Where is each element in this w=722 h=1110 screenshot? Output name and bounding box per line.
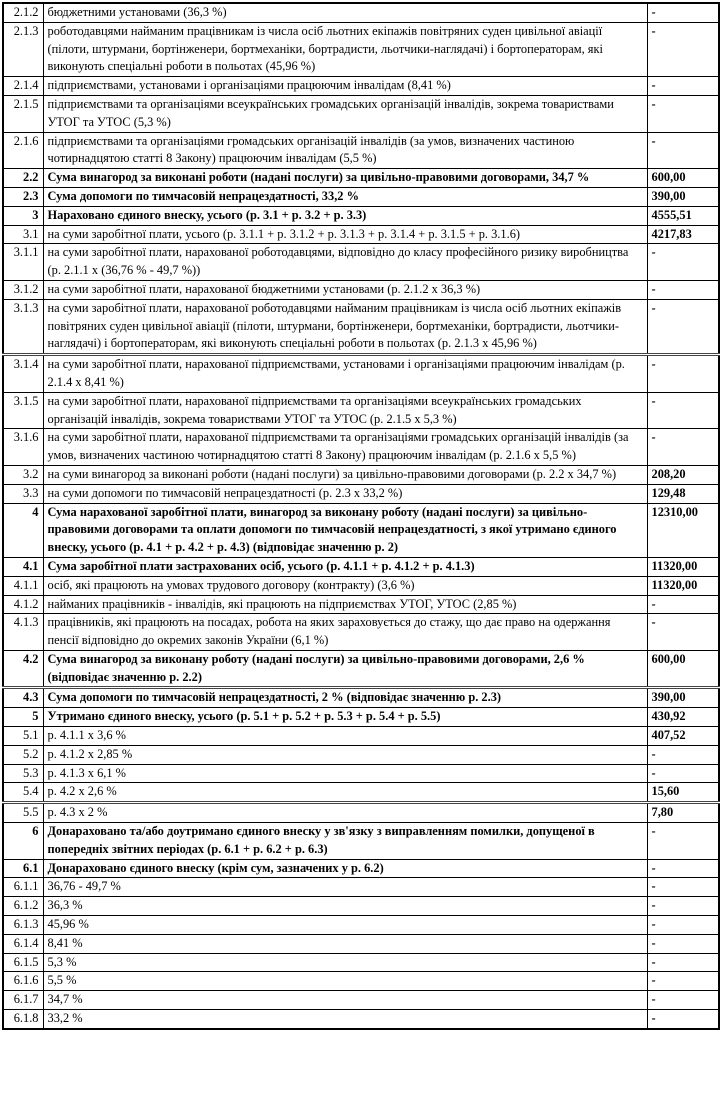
row-value: - bbox=[647, 934, 719, 953]
row-value: 600,00 bbox=[647, 169, 719, 188]
row-value: 600,00 bbox=[647, 650, 719, 688]
row-description: 34,7 % bbox=[43, 991, 647, 1010]
row-description: на суми заробітної плати, нарахованої підприємствами, установами і організаціями працюючим інвалідам (р. 2.1.4 х 8,41 %) bbox=[43, 355, 647, 393]
table-row bbox=[3, 953, 719, 972]
row-value: - bbox=[647, 745, 719, 764]
row-description: Донараховано єдиного внеску (крім сум, зазначених у р. 6.2) bbox=[43, 859, 647, 878]
row-value: - bbox=[647, 299, 719, 354]
row-code: 6.1.7 bbox=[3, 991, 43, 1010]
row-description: на суми заробітної плати, усього (р. 3.1.1 + р. 3.1.2 + р. 3.1.3 + р. 3.1.4 + р. 3.1.5 + р. 3.1.6) bbox=[43, 225, 647, 244]
row-value: 407,52 bbox=[647, 727, 719, 746]
row-description: найманих працівників - інвалідів, які працюють на підприємствах УТОГ, УТОС (2,85 %) bbox=[43, 595, 647, 614]
row-code: 6 bbox=[3, 823, 43, 860]
table-row bbox=[3, 897, 719, 916]
row-code: 3.1 bbox=[3, 225, 43, 244]
row-description: Утримано єдиного внеску, усього (р. 5.1 + р. 5.2 + р. 5.3 + р. 5.4 + р. 5.5) bbox=[43, 708, 647, 727]
row-code: 5.4 bbox=[3, 783, 43, 803]
row-code: 6.1.8 bbox=[3, 1010, 43, 1029]
row-code: 3.1.5 bbox=[3, 392, 43, 429]
row-code: 3.3 bbox=[3, 484, 43, 503]
table-row bbox=[3, 355, 719, 393]
row-code: 6.1.4 bbox=[3, 934, 43, 953]
row-value: 11320,00 bbox=[647, 557, 719, 576]
table-row bbox=[3, 77, 719, 96]
row-value: - bbox=[647, 614, 719, 651]
row-description: підприємствами, установами і організаціями працюючим інвалідам (8,41 %) bbox=[43, 77, 647, 96]
row-description: р. 4.1.2 х 2,85 % bbox=[43, 745, 647, 764]
table-row bbox=[3, 859, 719, 878]
row-description: на суми заробітної плати, нарахованої підприємствами та організаціями всеукраїнських громадських організацій інвалідів, зокрема товариствами УТОГ та УТОС (р. 2.1.5 х 5,3 %) bbox=[43, 392, 647, 429]
row-value: 390,00 bbox=[647, 688, 719, 708]
row-description: на суми заробітної плати, нарахованої бюджетними установами (р. 2.1.2 х 36,3 %) bbox=[43, 280, 647, 299]
contribution-report-table bbox=[2, 2, 720, 1030]
table-row bbox=[3, 299, 719, 354]
row-description: 5,3 % bbox=[43, 953, 647, 972]
table-row bbox=[3, 764, 719, 783]
row-code: 2.1.4 bbox=[3, 77, 43, 96]
row-description: 33,2 % bbox=[43, 1010, 647, 1029]
row-description: підприємствами та організаціями всеукраїнських громадських організацій інвалідів, зокрема товариствами УТОГ та УТОС (5,3 %) bbox=[43, 95, 647, 132]
table-row bbox=[3, 429, 719, 466]
table-row bbox=[3, 1010, 719, 1029]
row-value: 15,60 bbox=[647, 783, 719, 803]
row-value: - bbox=[647, 859, 719, 878]
row-description: бюджетними установами (36,3 %) bbox=[43, 3, 647, 22]
row-code: 4.1.3 bbox=[3, 614, 43, 651]
table-row bbox=[3, 783, 719, 803]
row-description: Донараховано та/або доутримано єдиного внеску у зв'язку з виправленням помилки, допущеної в попередніх звітних періодах (р. 6.1 + р. 6.2 + р. 6.3) bbox=[43, 823, 647, 860]
table-row bbox=[3, 22, 719, 76]
row-value: 129,48 bbox=[647, 484, 719, 503]
row-description: Сума допомоги по тимчасовій непрацездатності, 33,2 % bbox=[43, 187, 647, 206]
row-code: 5.1 bbox=[3, 727, 43, 746]
row-description: Сума винагород за виконану роботу (надані послуги) за цивільно-правовими договорами, 2,6 % (відповідає значенню р. 2.2) bbox=[43, 650, 647, 688]
row-value: - bbox=[647, 429, 719, 466]
row-value: - bbox=[647, 77, 719, 96]
row-description: 45,96 % bbox=[43, 916, 647, 935]
table-row bbox=[3, 972, 719, 991]
row-description: Сума допомоги по тимчасовій непрацездатності, 2 % (відповідає значенню р. 2.3) bbox=[43, 688, 647, 708]
row-value: - bbox=[647, 392, 719, 429]
row-description: на суми заробітної плати, нарахованої підприємствами та організаціями громадських організацій інвалідів (за умов, визначених частиною чотирнадцятою статті 8 Закону) працюючим інвалідам (р. 2.1.6 х 5,5 %) bbox=[43, 429, 647, 466]
row-code: 3.1.2 bbox=[3, 280, 43, 299]
table-row bbox=[3, 991, 719, 1010]
row-code: 2.2 bbox=[3, 169, 43, 188]
row-value: - bbox=[647, 355, 719, 393]
table-row bbox=[3, 727, 719, 746]
row-value: - bbox=[647, 878, 719, 897]
row-description: Сума заробітної плати застрахованих осіб, усього (р. 4.1.1 + р. 4.1.2 + р. 4.1.3) bbox=[43, 557, 647, 576]
row-description: осіб, які працюють на умовах трудового договору (контракту) (3,6 %) bbox=[43, 576, 647, 595]
row-value: - bbox=[647, 823, 719, 860]
row-code: 2.3 bbox=[3, 187, 43, 206]
row-value: 4555,51 bbox=[647, 206, 719, 225]
row-description: на суми допомоги по тимчасовій непрацездатності (р. 2.3 х 33,2 %) bbox=[43, 484, 647, 503]
table-row bbox=[3, 614, 719, 651]
row-description: Сума винагород за виконані роботи (надані послуги) за цивільно-правовими договорами, 34,7 % bbox=[43, 169, 647, 188]
table-row bbox=[3, 187, 719, 206]
table-row bbox=[3, 244, 719, 281]
row-description: на суми винагород за виконані роботи (надані послуги) за цивільно-правовими договорами (р. 2.2 х 34,7 %) bbox=[43, 465, 647, 484]
row-value: 7,80 bbox=[647, 803, 719, 823]
row-value: - bbox=[647, 991, 719, 1010]
row-description: 8,41 % bbox=[43, 934, 647, 953]
row-code: 3.1.1 bbox=[3, 244, 43, 281]
table-row bbox=[3, 934, 719, 953]
row-code: 3.1.6 bbox=[3, 429, 43, 466]
row-code: 6.1 bbox=[3, 859, 43, 878]
row-code: 3.1.3 bbox=[3, 299, 43, 354]
row-code: 6.1.2 bbox=[3, 897, 43, 916]
row-code: 2.1.5 bbox=[3, 95, 43, 132]
table-row bbox=[3, 576, 719, 595]
row-code: 4.2 bbox=[3, 650, 43, 688]
row-code: 3 bbox=[3, 206, 43, 225]
row-code: 3.1.4 bbox=[3, 355, 43, 393]
table-row bbox=[3, 280, 719, 299]
row-code: 6.1.6 bbox=[3, 972, 43, 991]
table-row bbox=[3, 392, 719, 429]
row-code: 5.3 bbox=[3, 764, 43, 783]
table-row bbox=[3, 557, 719, 576]
row-value: - bbox=[647, 953, 719, 972]
table-row bbox=[3, 206, 719, 225]
row-value: - bbox=[647, 972, 719, 991]
row-value: 390,00 bbox=[647, 187, 719, 206]
row-description: 5,5 % bbox=[43, 972, 647, 991]
table-row bbox=[3, 225, 719, 244]
row-code: 2.1.2 bbox=[3, 3, 43, 22]
row-description: працівників, які працюють на посадах, робота на яких зараховується до стажу, що дає право на одержання пенсії відповідно до окремих законів України (6,1 %) bbox=[43, 614, 647, 651]
table-row bbox=[3, 503, 719, 557]
row-description: р. 4.1.1 х 3,6 % bbox=[43, 727, 647, 746]
row-description: 36,3 % bbox=[43, 897, 647, 916]
report-table-body bbox=[3, 3, 719, 1029]
row-description: Сума нарахованої заробітної плати, винагород за виконану роботу (надані послуги) за цивільно-правовими договорами та оплати допомоги по тимчасовій непрацездатності, з якої утримано єдиного внеску, усього (р. 4.1 + р. 4.2 + р. 4.3) (відповідає значенню р. 2) bbox=[43, 503, 647, 557]
row-value: - bbox=[647, 1010, 719, 1029]
row-description: на суми заробітної плати, нарахованої роботодавцями, відповідно до класу професійного ризику виробництва (р. 2.1.1 х (36,76 % - 49,7 %)) bbox=[43, 244, 647, 281]
row-code: 6.1.1 bbox=[3, 878, 43, 897]
row-code: 2.1.3 bbox=[3, 22, 43, 76]
row-value: 12310,00 bbox=[647, 503, 719, 557]
row-value: 208,20 bbox=[647, 465, 719, 484]
table-row bbox=[3, 650, 719, 688]
row-value: - bbox=[647, 897, 719, 916]
row-code: 4.1.1 bbox=[3, 576, 43, 595]
row-code: 2.1.6 bbox=[3, 132, 43, 169]
row-value: - bbox=[647, 3, 719, 22]
row-value: 4217,83 bbox=[647, 225, 719, 244]
table-row bbox=[3, 688, 719, 708]
row-value: - bbox=[647, 95, 719, 132]
row-code: 6.1.5 bbox=[3, 953, 43, 972]
row-code: 4.1.2 bbox=[3, 595, 43, 614]
row-code: 4 bbox=[3, 503, 43, 557]
table-row bbox=[3, 95, 719, 132]
table-row bbox=[3, 708, 719, 727]
table-row bbox=[3, 916, 719, 935]
row-code: 3.2 bbox=[3, 465, 43, 484]
table-row bbox=[3, 3, 719, 22]
row-description: підприємствами та організаціями громадських організацій інвалідів (за умов, визначених частиною чотирнадцятою статті 8 Закону) працюючим інвалідам (5,5 %) bbox=[43, 132, 647, 169]
table-row bbox=[3, 169, 719, 188]
row-code: 6.1.3 bbox=[3, 916, 43, 935]
table-row bbox=[3, 484, 719, 503]
row-description: р. 4.3 х 2 % bbox=[43, 803, 647, 823]
row-value: - bbox=[647, 916, 719, 935]
row-value: - bbox=[647, 244, 719, 281]
row-code: 5 bbox=[3, 708, 43, 727]
table-row bbox=[3, 803, 719, 823]
table-row bbox=[3, 823, 719, 860]
table-row bbox=[3, 745, 719, 764]
row-code: 4.1 bbox=[3, 557, 43, 576]
row-description: р. 4.1.3 х 6,1 % bbox=[43, 764, 647, 783]
row-description: р. 4.2 х 2,6 % bbox=[43, 783, 647, 803]
row-value: 11320,00 bbox=[647, 576, 719, 595]
row-description: Нараховано єдиного внеску, усього (р. 3.1 + р. 3.2 + р. 3.3) bbox=[43, 206, 647, 225]
row-value: - bbox=[647, 280, 719, 299]
table-row bbox=[3, 878, 719, 897]
table-row bbox=[3, 595, 719, 614]
row-code: 5.5 bbox=[3, 803, 43, 823]
row-description: роботодавцями найманим працівникам із числа осіб льотних екіпажів повітряних суден цивільної авіації (пілоти, штурмани, бортінженери, бортмеханіки, бортрадисти, льотчики-наглядачі) і бортоператорам, які виконують спеціальні роботи в польотах (45,96 %) bbox=[43, 22, 647, 76]
row-value: - bbox=[647, 132, 719, 169]
row-value: - bbox=[647, 595, 719, 614]
table-row bbox=[3, 465, 719, 484]
row-description: на суми заробітної плати, нарахованої роботодавцями найманим працівникам із числа осіб льотних екіпажів повітряних суден цивільної авіації (пілоти, штурмани, бортінженери, бортмеханіки, бортрадисти, льотчики-наглядачі) і бортоператорам, які виконують спеціальні роботи в польотах (р. 2.1.3 х 45,96 %) bbox=[43, 299, 647, 354]
row-description: 36,76 - 49,7 % bbox=[43, 878, 647, 897]
table-row bbox=[3, 132, 719, 169]
row-value: - bbox=[647, 764, 719, 783]
row-code: 4.3 bbox=[3, 688, 43, 708]
row-value: - bbox=[647, 22, 719, 76]
row-value: 430,92 bbox=[647, 708, 719, 727]
row-code: 5.2 bbox=[3, 745, 43, 764]
